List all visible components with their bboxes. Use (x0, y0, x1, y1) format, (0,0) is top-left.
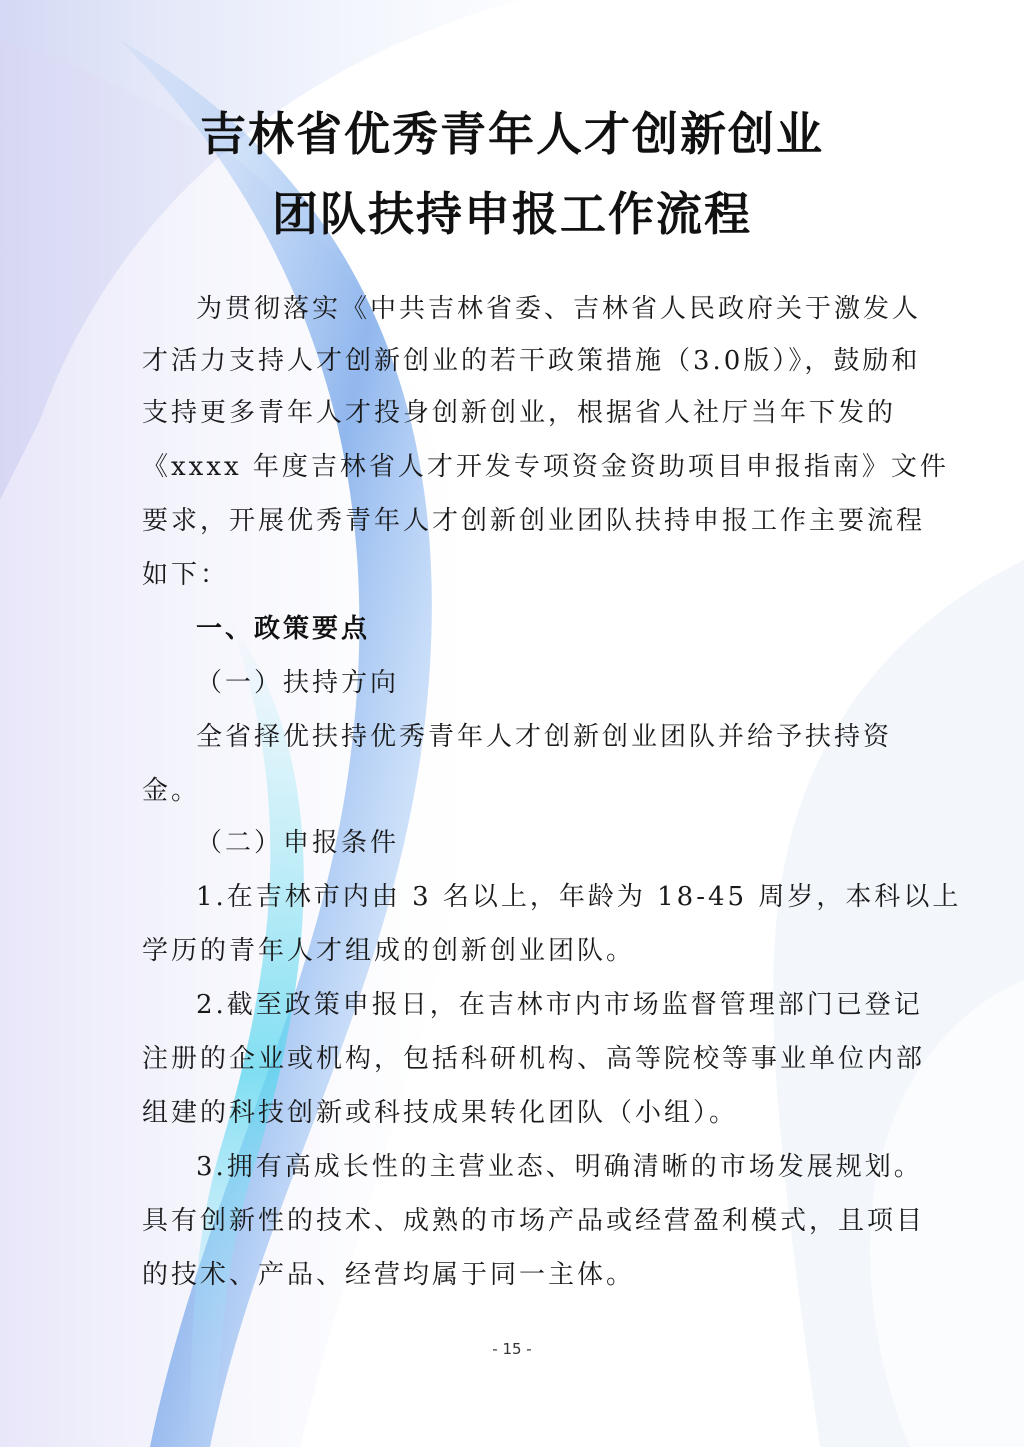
intro-paragraph-line: 如下： (142, 560, 230, 590)
condition-item-3-line: 的技术、产品、经营均属于同一主体。 (142, 1260, 636, 1290)
intro-paragraph-line: 才活力支持人才创新创业的若干政策措施（3.0版）》，鼓励和 (142, 346, 921, 376)
condition-item-1-line: 1.在吉林市内由 3 名以上，年龄为 18-45 周岁，本科以上 (196, 882, 962, 912)
section-heading-policy-points: 一、政策要点 (196, 614, 371, 644)
intro-paragraph-line: 《xxxx 年度吉林省人才开发专项资金资助项目申报指南》文件 (142, 452, 949, 482)
support-direction-line: 全省择优扶持优秀青年人才创新创业团队并给予扶持资 (196, 722, 893, 752)
intro-paragraph-line: 支持更多青年人才投身创新创业，根据省人社厅当年下发的 (142, 398, 897, 428)
condition-item-3-line: 具有创新性的技术、成熟的市场产品或经营盈利模式，且项目 (142, 1206, 926, 1236)
condition-item-2-line: 注册的企业或机构，包括科研机构、高等院校等事业单位内部 (142, 1044, 926, 1074)
condition-item-2-line: 组建的科技创新或科技成果转化团队（小组）。 (142, 1098, 739, 1128)
condition-item-3-line: 3.拥有高成长性的主营业态、明确清晰的市场发展规划。 (196, 1152, 923, 1182)
document-title-line1: 吉林省优秀青年人才创新创业 (200, 107, 824, 161)
document-title-line2: 团队扶持申报工作流程 (272, 187, 752, 241)
subsection-heading-support-direction: （一）扶持方向 (196, 668, 400, 698)
page-number: - 15 - (492, 1340, 532, 1358)
condition-item-1-line: 学历的青年人才组成的创新创业团队。 (142, 936, 636, 966)
condition-item-2-line: 2.截至政策申报日，在吉林市内市场监督管理部门已登记 (196, 990, 923, 1020)
subsection-heading-application-conditions: （二）申报条件 (196, 828, 400, 858)
support-direction-line: 金。 (142, 776, 201, 806)
intro-paragraph-line: 为贯彻落实《中共吉林省委、吉林省人民政府关于激发人 (196, 294, 922, 324)
intro-paragraph-line: 要求，开展优秀青年人才创新创业团队扶持申报工作主要流程 (142, 506, 926, 536)
